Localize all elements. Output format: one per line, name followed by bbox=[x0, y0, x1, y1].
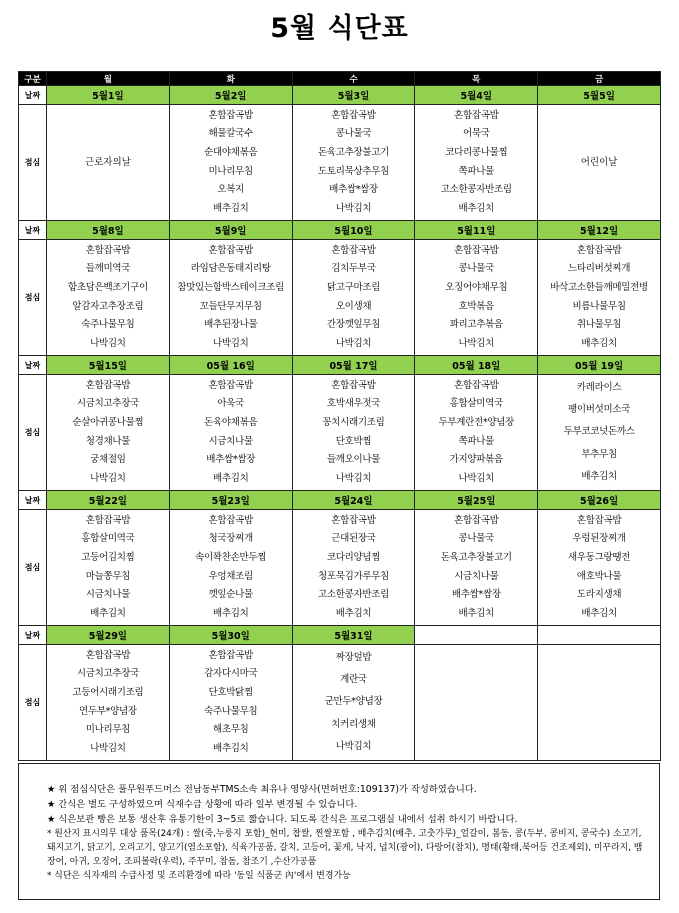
meal-cell bbox=[292, 105, 415, 221]
notes-box bbox=[18, 763, 660, 900]
menu-item: 나박김치 bbox=[335, 741, 372, 753]
menu-item: 들깨오이나물 bbox=[326, 454, 381, 466]
header-day-fri: 금 bbox=[538, 72, 661, 86]
menu-item: 나박김치 bbox=[458, 473, 495, 485]
menu-item: 혼합잡곡밥 bbox=[331, 379, 376, 391]
menu-item: 코다리콩나물찜 bbox=[445, 147, 508, 159]
menu-item: 연두부*양념장 bbox=[79, 705, 137, 717]
meal-cell bbox=[538, 375, 661, 491]
menu-list bbox=[170, 376, 292, 490]
menu-item: 고등어김치찜 bbox=[81, 552, 135, 564]
menu-item: 나박김치 bbox=[335, 203, 372, 215]
menu-item: 근대된장국 bbox=[331, 533, 376, 545]
menu-item: 배추김치 bbox=[212, 743, 249, 755]
lunch-row-label: 점심 bbox=[19, 510, 47, 626]
note-snack: ★ 간식은 별도 구성하였으며 식재수급 상황에 따라 일부 변경될 수 있습니다. bbox=[47, 799, 358, 810]
lunch-row bbox=[19, 645, 661, 761]
meal-cell bbox=[292, 510, 415, 626]
menu-item: 꽈리고추볶음 bbox=[449, 319, 503, 331]
menu-item: 돈육고추장불고기 bbox=[440, 552, 512, 564]
date-row-label: 날짜 bbox=[19, 491, 47, 510]
menu-item: 배추김치 bbox=[581, 471, 617, 483]
menu-item: 나박김치 bbox=[335, 473, 372, 485]
menu-item: 시금치나물 bbox=[85, 589, 131, 601]
menu-item: 팽이버섯미소국 bbox=[568, 404, 631, 416]
date-cell: 5월29일 bbox=[47, 626, 170, 645]
menu-item: 혼합잡곡밥 bbox=[331, 109, 376, 121]
menu-item: 어린이날 bbox=[580, 156, 618, 168]
date-row bbox=[19, 491, 661, 510]
menu-item: 바삭고소한들깨메밀전병 bbox=[550, 282, 648, 294]
menu-list bbox=[170, 106, 292, 220]
menu-list bbox=[293, 511, 415, 625]
lunch-row-label: 점심 bbox=[19, 105, 47, 221]
menu-item: 숙주나물무침 bbox=[204, 705, 258, 717]
meal-cell bbox=[47, 510, 170, 626]
menu-item: 나박김치 bbox=[90, 473, 126, 485]
menu-item: 배추김치 bbox=[581, 608, 617, 620]
date-cell: 5월5일 bbox=[538, 86, 661, 105]
menu-item: 코다리양념찜 bbox=[326, 552, 381, 564]
menu-table bbox=[18, 71, 661, 761]
menu-item: 속이꽉찬손만두찜 bbox=[195, 552, 267, 564]
menu-item: 새우동그랑땡전 bbox=[568, 552, 631, 564]
date-cell: 05월 17일 bbox=[292, 356, 415, 375]
menu-item: 도토리묵상추무침 bbox=[317, 165, 389, 177]
date-cell: 5월12일 bbox=[538, 221, 661, 240]
menu-list bbox=[415, 106, 537, 220]
date-row bbox=[19, 626, 661, 645]
page-title: 5월 식단표 bbox=[270, 13, 409, 44]
menu-item: 단호박닭찜 bbox=[208, 687, 253, 699]
menu-item: 콩나물국 bbox=[458, 263, 495, 275]
date-row bbox=[19, 221, 661, 240]
menu-item: 혼합잡곡밥 bbox=[454, 379, 499, 391]
menu-item: 계란국 bbox=[340, 674, 367, 686]
menu-item: 비름나물무침 bbox=[572, 300, 626, 312]
date-cell: 05월 16일 bbox=[169, 356, 292, 375]
menu-item: 쪽파나물 bbox=[458, 165, 495, 177]
menu-item: 홍합살미역국 bbox=[81, 533, 135, 545]
menu-item: 나박김치 bbox=[212, 338, 249, 350]
menu-list bbox=[538, 241, 660, 355]
menu-item: 배추김치 bbox=[212, 473, 249, 485]
lunch-row-label: 점심 bbox=[19, 645, 47, 761]
menu-list bbox=[293, 106, 415, 220]
menu-item: 나박김치 bbox=[458, 338, 495, 350]
menu-item: 돈육야채볶음 bbox=[204, 417, 258, 429]
menu-item: 해물칼국수 bbox=[208, 128, 253, 140]
menu-item: 꽁치시래기조림 bbox=[322, 417, 385, 429]
menu-item: 취나물무침 bbox=[576, 319, 622, 331]
lunch-row bbox=[19, 375, 661, 491]
menu-item: 청경채나물 bbox=[85, 435, 131, 447]
menu-item: 단호박찜 bbox=[335, 435, 372, 447]
menu-item: 간장깻잎무침 bbox=[326, 319, 381, 331]
date-cell bbox=[415, 626, 538, 645]
date-cell: 05월 18일 bbox=[415, 356, 538, 375]
menu-item: 배추김치 bbox=[335, 608, 372, 620]
menu-item: 두부코코넛돈까스 bbox=[563, 426, 635, 438]
menu-item: 가지양파볶음 bbox=[449, 454, 503, 466]
menu-list bbox=[47, 646, 169, 760]
date-cell: 5월9일 bbox=[169, 221, 292, 240]
date-cell: 5월15일 bbox=[47, 356, 170, 375]
date-row bbox=[19, 356, 661, 375]
menu-item: 혼합잡곡밥 bbox=[208, 109, 253, 121]
header-day-tue: 화 bbox=[169, 72, 292, 86]
meal-cell bbox=[292, 240, 415, 356]
menu-item: 혼합잡곡밥 bbox=[576, 244, 622, 256]
menu-list bbox=[170, 241, 292, 355]
menu-item: 배추쌈*쌈장 bbox=[206, 454, 256, 466]
menu-item: 나박김치 bbox=[335, 338, 372, 350]
menu-item: 시금치고추장국 bbox=[76, 668, 139, 680]
menu-item: 군만두*양념장 bbox=[324, 696, 383, 708]
meal-cell bbox=[169, 645, 292, 761]
meal-cell bbox=[169, 240, 292, 356]
header-day-thu: 목 bbox=[415, 72, 538, 86]
note-change: * 식단은 식자재의 수급사정 및 조리환경에 따라 '동일 식품군 內'에서 변경가능 bbox=[47, 871, 351, 881]
date-cell: 5월26일 bbox=[538, 491, 661, 510]
menu-item: 해초무침 bbox=[212, 724, 249, 736]
menu-item: 혼합잡곡밥 bbox=[208, 649, 253, 661]
header-day-wed: 수 bbox=[292, 72, 415, 86]
menu-item: 꼬들단무지무침 bbox=[199, 300, 262, 312]
meal-cell bbox=[47, 645, 170, 761]
date-cell: 5월31일 bbox=[292, 626, 415, 645]
menu-item: 쪽파나물 bbox=[458, 435, 495, 447]
menu-item: 배추쌈*쌈장 bbox=[451, 589, 501, 601]
menu-item: 혼합잡곡밥 bbox=[454, 109, 499, 121]
menu-item: 감자다시마국 bbox=[204, 668, 258, 680]
menu-item: 우엉채조림 bbox=[208, 570, 253, 582]
menu-list bbox=[538, 376, 660, 490]
menu-list bbox=[415, 241, 537, 355]
meal-cell bbox=[538, 510, 661, 626]
note-origin: * 원산지 표시의무 대상 품목(24개) : 쌀(죽,누룽지 포함)_현미, 찹쌀, 찐쌀포함 , 배추김치(배추, 고춧가루)_얼갈이, 봄동, 콩(두부, 콩비지, 콩국수) 소고기, 돼지고기, 닭고기, 오리고기, 양고기(염소포함), 식육가공품, 갈치, 고등어, 꽃게, 낙지, 넙치(광어), 다랑어(참치), 명태(황태,북어등 건조제외), 미꾸라지, 뱀장어, 아귀, 오징어, 조피볼락(우럭), 주꾸미, 참돔, 참조기 ,수산가공품 bbox=[47, 829, 643, 867]
date-cell: 5월24일 bbox=[292, 491, 415, 510]
menu-item: 혼합잡곡밥 bbox=[85, 649, 131, 661]
menu-item: 어묵국 bbox=[462, 128, 490, 140]
lunch-row-label: 점심 bbox=[19, 375, 47, 491]
menu-item: 혼합잡곡밥 bbox=[331, 244, 376, 256]
menu-list bbox=[538, 511, 660, 625]
meal-cell bbox=[415, 240, 538, 356]
menu-item: 호박볶음 bbox=[458, 300, 495, 312]
date-cell: 5월4일 bbox=[415, 86, 538, 105]
menu-item: 배추김치 bbox=[581, 338, 617, 350]
menu-item: 숙주나물무침 bbox=[81, 319, 135, 331]
menu-item: 고소한콩자반조림 bbox=[440, 184, 512, 196]
menu-item: 도라지생채 bbox=[576, 589, 622, 601]
menu-item: 마늘쫑무침 bbox=[85, 570, 131, 582]
menu-list bbox=[293, 241, 415, 355]
menu-item: 순살아귀콩나물찜 bbox=[72, 417, 144, 429]
menu-list bbox=[415, 376, 537, 490]
date-cell: 5월23일 bbox=[169, 491, 292, 510]
menu-item: 함초담은백조기구이 bbox=[67, 282, 148, 294]
menu-item: 두부계란전*양념장 bbox=[438, 417, 515, 429]
date-row-label: 날짜 bbox=[19, 356, 47, 375]
menu-item: 깻잎순나물 bbox=[208, 589, 253, 601]
menu-item: 배추된장나물 bbox=[204, 319, 258, 331]
menu-item: 짜장덮밥 bbox=[335, 651, 372, 663]
note-bread: ★ 식은보관 빵은 보통 생산후 유통기한이 3~5로 짧습니다. 되도록 간식은 프로그램실 내에서 섭취 하시기 바랍니다. bbox=[47, 814, 518, 825]
date-cell bbox=[538, 626, 661, 645]
menu-item: 혼합잡곡밥 bbox=[85, 244, 131, 256]
menu-item: 청포묵김가루무침 bbox=[317, 570, 389, 582]
lunch-row bbox=[19, 510, 661, 626]
meal-cell bbox=[538, 105, 661, 221]
menu-item: 궁채절임 bbox=[90, 454, 126, 466]
menu-item: 아욱국 bbox=[217, 398, 245, 410]
menu-item: 배추김치 bbox=[212, 608, 249, 620]
menu-item: 부추무침 bbox=[581, 448, 617, 460]
menu-list bbox=[47, 241, 169, 355]
menu-item: 나박김치 bbox=[90, 743, 126, 755]
menu-item: 시금치고추장국 bbox=[76, 398, 139, 410]
meal-cell bbox=[169, 105, 292, 221]
menu-item: 혼합잡곡밥 bbox=[576, 514, 622, 526]
menu-item: 닭고구마조림 bbox=[326, 282, 381, 294]
header-day-mon: 월 bbox=[47, 72, 170, 86]
meal-cell bbox=[538, 645, 661, 761]
menu-item: 배추쌈*쌈장 bbox=[329, 184, 378, 196]
date-row-label: 날짜 bbox=[19, 626, 47, 645]
date-cell: 5월30일 bbox=[169, 626, 292, 645]
date-cell: 5월10일 bbox=[292, 221, 415, 240]
menu-item: 오이생채 bbox=[335, 300, 372, 312]
date-row bbox=[19, 86, 661, 105]
date-cell: 5월25일 bbox=[415, 491, 538, 510]
header-row bbox=[19, 72, 661, 86]
lunch-row bbox=[19, 105, 661, 221]
menu-item: 배추김치 bbox=[458, 203, 495, 215]
menu-item: 혼합잡곡밥 bbox=[85, 379, 131, 391]
menu-item: 시금치나물 bbox=[208, 435, 253, 447]
menu-item: 참맛있는함박스테이크조림 bbox=[177, 282, 284, 294]
date-row-label: 날짜 bbox=[19, 221, 47, 240]
menu-item: 느타리버섯찌개 bbox=[568, 263, 631, 275]
menu-item: 치커리생채 bbox=[331, 718, 376, 730]
menu-item: 오징어야채무침 bbox=[445, 282, 508, 294]
meal-cell bbox=[47, 240, 170, 356]
menu-item: 우렁된장찌개 bbox=[572, 533, 626, 545]
menu-item: 김치두부국 bbox=[331, 263, 376, 275]
menu-list bbox=[47, 376, 169, 490]
menu-item: 혼합잡곡밥 bbox=[208, 379, 253, 391]
meal-cell bbox=[169, 375, 292, 491]
menu-item: 고소한콩자반조림 bbox=[317, 589, 389, 601]
menu-item: 배추김치 bbox=[458, 608, 495, 620]
menu-item: 오복지 bbox=[217, 184, 245, 196]
meal-cell bbox=[47, 375, 170, 491]
lunch-row bbox=[19, 240, 661, 356]
date-cell: 5월3일 bbox=[292, 86, 415, 105]
header-label: 구분 bbox=[19, 72, 47, 86]
meal-cell bbox=[47, 105, 170, 221]
date-cell: 5월2일 bbox=[169, 86, 292, 105]
meal-cell bbox=[538, 240, 661, 356]
menu-item: 근로자의날 bbox=[84, 156, 131, 168]
menu-item: 카레라이스 bbox=[576, 381, 622, 393]
menu-list bbox=[170, 511, 292, 625]
menu-item: 혼합잡곡밥 bbox=[208, 514, 253, 526]
menu-item: 라임담은동태지리탕 bbox=[190, 263, 271, 275]
meal-cell bbox=[292, 645, 415, 761]
menu-item: 애호박나물 bbox=[576, 570, 622, 582]
menu-item: 혼합잡곡밥 bbox=[454, 514, 499, 526]
date-cell: 5월22일 bbox=[47, 491, 170, 510]
menu-item: 배추김치 bbox=[90, 608, 126, 620]
meal-cell bbox=[415, 510, 538, 626]
menu-item: 혼합잡곡밥 bbox=[208, 244, 253, 256]
menu-item: 혼합잡곡밥 bbox=[454, 244, 499, 256]
menu-item: 콩나물국 bbox=[458, 533, 495, 545]
menu-list bbox=[47, 511, 169, 625]
menu-item: 배추김치 bbox=[212, 203, 249, 215]
menu-item: 순대야채볶음 bbox=[204, 147, 258, 159]
meal-cell bbox=[415, 105, 538, 221]
menu-list bbox=[415, 511, 537, 625]
menu-item: 나박김치 bbox=[90, 338, 126, 350]
menu-item: 시금치나물 bbox=[454, 570, 499, 582]
menu-item: 호박새우젓국 bbox=[326, 398, 381, 410]
note-nutritionist: ★ 위 점심식단은 풀무원푸드머스 전남동부TMS소속 최유나 영양사(면허번호:109137)가 작성하였습니다. bbox=[47, 784, 477, 795]
date-cell: 5월11일 bbox=[415, 221, 538, 240]
menu-item: 미나리무침 bbox=[85, 724, 131, 736]
date-cell: 05월 19일 bbox=[538, 356, 661, 375]
menu-item: 알감자고추장조림 bbox=[72, 300, 144, 312]
meal-cell bbox=[292, 375, 415, 491]
menu-list bbox=[170, 646, 292, 760]
meal-cell bbox=[415, 375, 538, 491]
menu-item: 홍합살미역국 bbox=[449, 398, 503, 410]
menu-item: 청국장찌개 bbox=[208, 533, 253, 545]
menu-item: 들깨미역국 bbox=[85, 263, 131, 275]
menu-item: 고등어시래기조림 bbox=[72, 687, 144, 699]
date-row-label: 날짜 bbox=[19, 86, 47, 105]
menu-list bbox=[293, 376, 415, 490]
meal-cell bbox=[415, 645, 538, 761]
menu-list bbox=[293, 646, 415, 760]
menu-item: 혼합잡곡밥 bbox=[331, 514, 376, 526]
menu-item: 돈육고추장불고기 bbox=[317, 147, 389, 159]
meal-cell bbox=[169, 510, 292, 626]
date-cell: 5월8일 bbox=[47, 221, 170, 240]
lunch-row-label: 점심 bbox=[19, 240, 47, 356]
menu-item: 혼합잡곡밥 bbox=[85, 514, 131, 526]
menu-item: 콩나물국 bbox=[335, 128, 372, 140]
date-cell: 5월1일 bbox=[47, 86, 170, 105]
menu-item: 미나리무침 bbox=[208, 165, 253, 177]
